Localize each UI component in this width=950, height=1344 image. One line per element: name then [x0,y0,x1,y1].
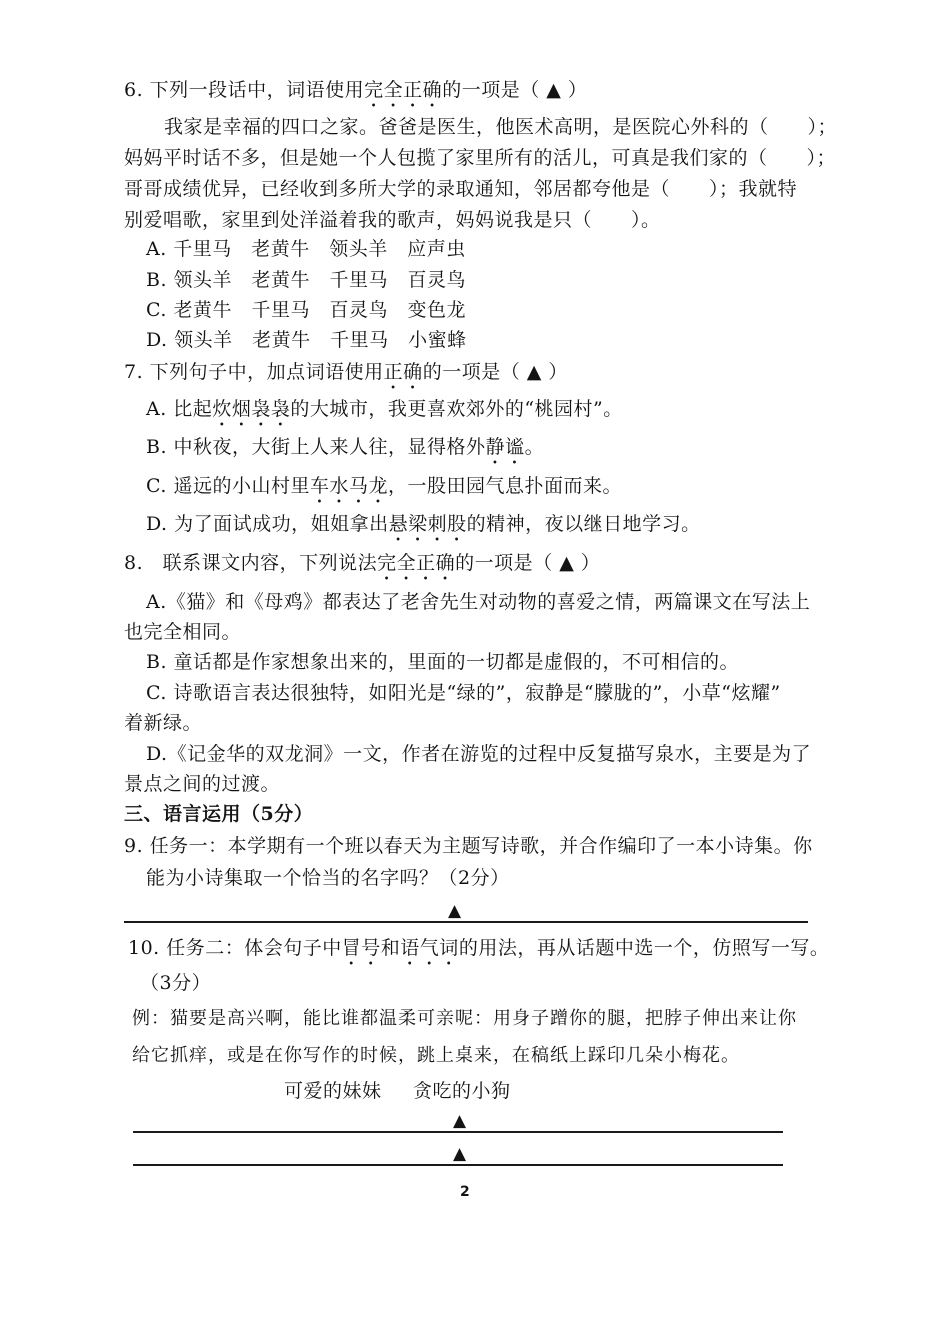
q10-answer-marker-2: ▲ [453,1144,467,1164]
q9-answer-marker: ▲ [448,901,462,921]
q7-option-c [146,474,622,508]
q8-option-d-line-1: D.《记金华的双龙洞》一文，作者在游览的过程中反复描写泉水，主要是为了 [146,743,812,765]
q10-dotted-colon: 冒号 [341,937,381,959]
q6-option-c: C. 老黄牛 千里马 百灵鸟 变色龙 [146,299,466,321]
q7-c-dotted: 车水马龙 [309,475,388,497]
q7-a-post: 的大城市，我更喜欢郊外的“桃园村”。 [290,398,623,420]
q8-stem-a: 8. 联系课文内容，下列说法 [124,552,378,574]
q7-b-dotted: 静谧 [485,436,525,458]
q7-c-pre: C. 遥远的小山村里 [146,475,310,497]
page-number: 2 [460,1184,470,1200]
q7-option-b [146,435,544,469]
q8-option-a-line-2: 也完全相同。 [124,621,242,643]
q7-stem [124,360,568,394]
q7-d-pre: D. 为了面试成功，姐姐拿出 [146,513,389,535]
q10-topic-1: 可爱的妹妹 [284,1080,382,1102]
q7-stem-a: 7. 下列句子中，加点词语使用 [124,361,384,383]
q10-topic-2: 贪吃的小狗 [413,1080,511,1102]
q6-stem-b: 的一项是（ ▲ ） [442,79,588,101]
q10-stem [128,936,829,970]
q7-a-dotted: 炊烟袅袅 [212,398,291,420]
q6-stem-a: 6. 下列一段话中，词语使用 [124,79,365,101]
q6-passage-line-3: 哥哥成绩优异，已经收到多所大学的录取通知，邻居都夸他是（ ）；我就特 [124,178,798,200]
q10-example-line-2: 给它抓痒，或是在你写作的时候，跳上桌来，在稿纸上踩印几朵小梅花。 [132,1045,740,1066]
q6-passage-line-4: 别爱唱歌，家里到处洋溢着我的歌声，妈妈说我是只（ ）。 [124,209,661,231]
q7-stem-emphasis: 正确 [383,361,423,383]
q8-option-c-line-1: C. 诗歌语言表达很独特，如阳光是“绿的”，寂静是“朦胧的”，小草“炫耀” [146,682,781,704]
q7-c-post: ，一股田园气息扑面而来。 [387,475,622,497]
q7-b-post: 。 [524,436,545,458]
section-title: 三、语言运用（5分） [124,803,314,825]
q7-a-pre: A. 比起 [146,398,213,420]
q10-example-line-1: 例：猫要是高兴啊，能比谁都温柔可亲呢：用身子蹭你的腿，把脖子伸出来让你 [132,1008,797,1029]
q8-option-a-line-1: A.《猫》和《母鸡》都表达了老舍先生对动物的喜爱之情，两篇课文在写法上 [146,591,811,613]
q8-stem-b: 的一项是（ ▲ ） [455,552,601,574]
q6-passage-line-2: 妈妈平时话不多，但是她一个人包揽了家里所有的活儿，可真是我们家的（ ）； [124,147,837,169]
q6-stem [124,78,587,112]
q10-answer-marker-1: ▲ [453,1111,467,1131]
q10-answer-line-1[interactable] [133,1131,783,1133]
q8-option-d-line-2: 景点之间的过渡。 [124,773,281,795]
q8-stem [124,551,600,585]
q8-stem-emphasis: 完全正确 [377,552,456,574]
q10-dotted-particle: 语气词 [400,937,459,959]
q10-score: （3分） [140,972,212,994]
q7-b-pre: B. 中秋夜，大街上人来人往，显得格外 [146,436,486,458]
q7-d-post: 的精神，夜以继日地学习。 [466,513,701,535]
q8-option-b: B. 童话都是作家想象出来的，里面的一切都是虚假的，不可相信的。 [146,651,740,673]
q7-option-d [146,512,701,546]
q6-option-a: A. 千里马 老黄牛 领头羊 应声虫 [146,238,466,260]
q6-stem-emphasis: 完全正确 [364,79,443,101]
q6-option-d: D. 领头羊 老黄牛 千里马 小蜜蜂 [146,329,467,351]
q6-passage-line-1: 我家是幸福的四口之家。爸爸是医生，他医术高明，是医院心外科的（ ）； [164,116,838,138]
q7-option-a [146,397,623,431]
q10-stem-mid: 和 [380,937,401,959]
q9-answer-line[interactable] [124,921,808,923]
q10-answer-line-2[interactable] [133,1164,783,1166]
q7-d-dotted: 悬梁刺股 [388,513,467,535]
q6-option-b: B. 领头羊 老黄牛 千里马 百灵鸟 [146,269,467,291]
q7-stem-b: 的一项是（ ▲ ） [422,361,568,383]
q9-line-2: 能为小诗集取一个恰当的名字吗？（2分） [146,867,510,889]
q9-line-1: 9. 任务一：本学期有一个班以春天为主题写诗歌，并合作编印了一本小诗集。你 [124,835,813,857]
q10-stem-post: 的用法，再从话题中选一个，仿照写一写。 [458,937,830,959]
q10-stem-pre: 10. 任务二：体会句子中 [128,937,342,959]
q8-option-c-line-2: 着新绿。 [124,712,203,734]
